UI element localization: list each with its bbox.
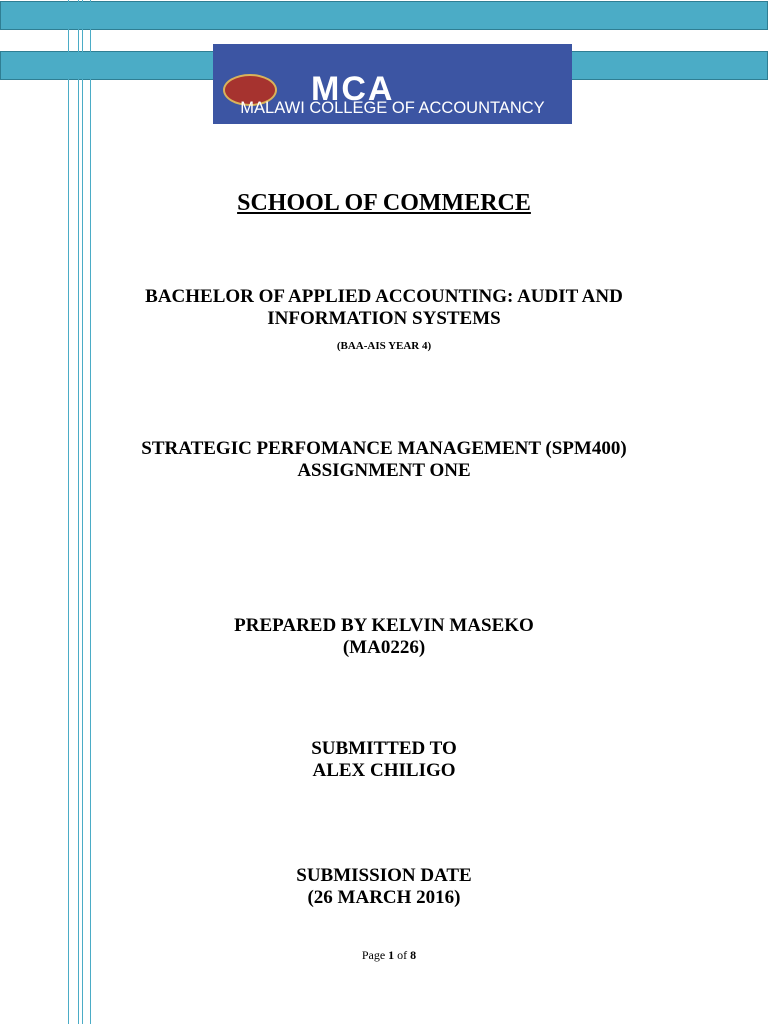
programme-line-2: INFORMATION SYSTEMS	[267, 307, 501, 329]
footer-total-pages: 8	[410, 948, 417, 962]
course-line-2: ASSIGNMENT ONE	[297, 459, 471, 481]
submission-date-line-1: SUBMISSION DATE	[296, 865, 472, 886]
submitted-to-line-2: ALEX CHILIGO	[312, 759, 456, 781]
course-title	[0, 438, 768, 482]
programme-title	[0, 286, 768, 330]
programme-code: (BAA-AIS YEAR 4)	[336, 340, 432, 352]
footer-current-page: 1	[388, 948, 395, 962]
submission-date	[0, 865, 768, 909]
header-band-top	[0, 1, 768, 30]
school-heading: SCHOOL OF COMMERCE	[237, 190, 531, 216]
prepared-by	[0, 615, 768, 659]
logo-college-name: MALAWI COLLEGE OF ACCOUNTANCY	[240, 99, 545, 117]
footer-of-word: of	[397, 948, 408, 962]
college-logo	[213, 44, 572, 124]
submission-date-line-2: (26 MARCH 2016)	[307, 886, 461, 908]
prepared-by-line-1: PREPARED BY KELVIN MASEKO	[234, 615, 534, 636]
course-line-1: STRATEGIC PERFOMANCE MANAGEMENT (SPM400)	[141, 438, 627, 459]
page-footer	[0, 948, 768, 963]
footer-page-word: Page	[361, 948, 386, 962]
submitted-to-line-1: SUBMITTED TO	[311, 738, 457, 759]
logo-acronym: MCA	[311, 70, 395, 108]
programme-line-1: BACHELOR OF APPLIED ACCOUNTING: AUDIT AND	[145, 286, 623, 307]
submitted-to	[0, 738, 768, 782]
prepared-by-line-2: (MA0226)	[342, 636, 426, 658]
